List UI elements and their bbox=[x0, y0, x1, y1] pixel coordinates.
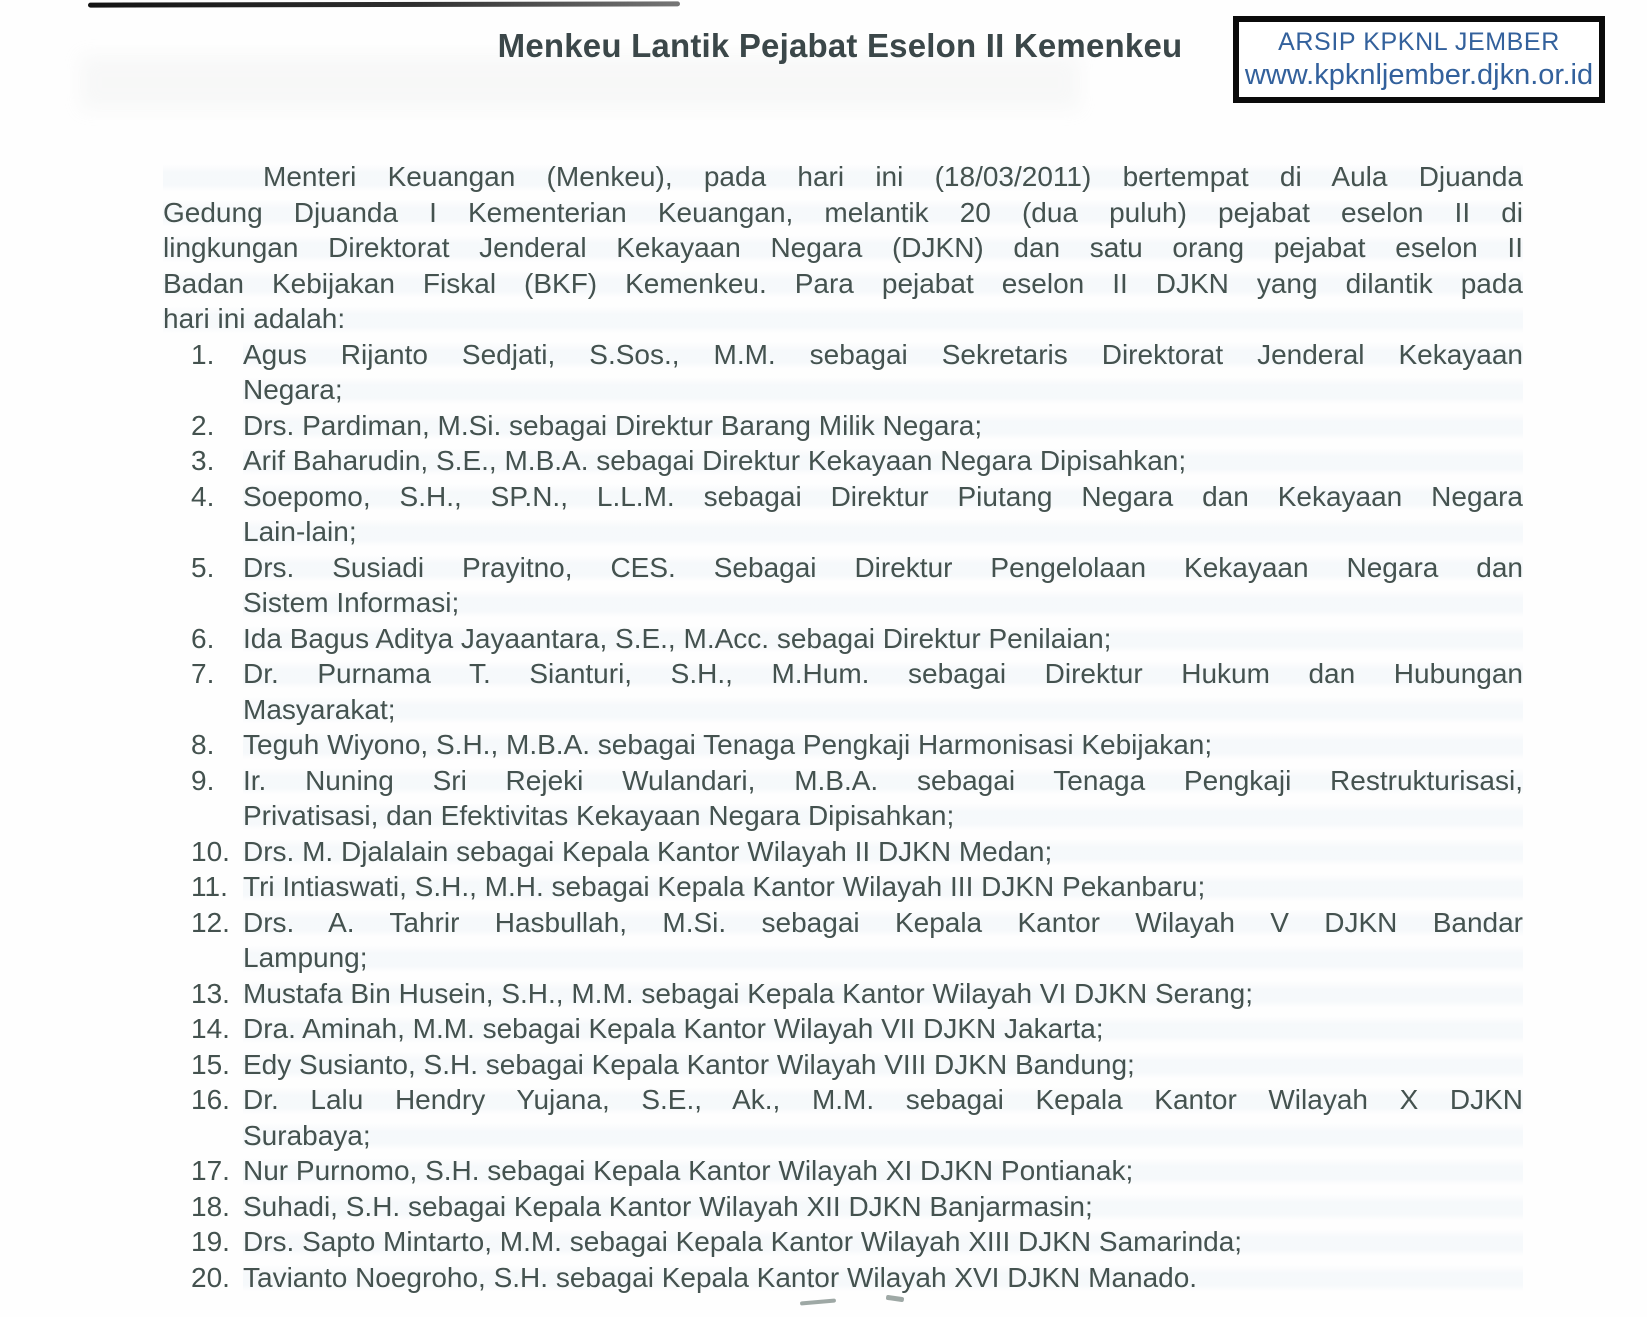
official-text-line: Teguh Wiyono, S.H., M.B.A. sebagai Tenaga Pengkaji Harmonisasi Kebijakan; bbox=[243, 727, 1523, 763]
official-text-line: Drs. Pardiman, M.Si. sebagai Direktur Barang Milik Negara; bbox=[243, 408, 1523, 444]
official-list-item bbox=[163, 1011, 1523, 1047]
official-text-line: Ir. Nuning Sri Rejeki Wulandari, M.B.A. sebagai Tenaga Pengkaji Restrukturisasi, bbox=[243, 763, 1523, 799]
official-text-line: Arif Baharudin, S.E., M.B.A. sebagai Direktur Kekayaan Negara Dipisahkan; bbox=[243, 443, 1523, 479]
item-number: 8. bbox=[191, 729, 215, 760]
official-list-item bbox=[163, 1224, 1523, 1260]
official-text-line: Nur Purnomo, S.H. sebagai Kepala Kantor Wilayah XI DJKN Pontianak; bbox=[243, 1153, 1523, 1189]
item-number: 14. bbox=[191, 1013, 230, 1044]
official-list-item bbox=[163, 869, 1523, 905]
official-list-item bbox=[163, 621, 1523, 657]
official-list-item bbox=[163, 1082, 1523, 1153]
item-number: 17. bbox=[191, 1155, 230, 1186]
official-list-item bbox=[163, 1189, 1523, 1225]
item-number: 9. bbox=[191, 764, 215, 796]
intro-line: Badan Kebijakan Fiskal (BKF) Kemenkeu. Para pejabat eselon II DJKN yang dilantik pada bbox=[163, 266, 1523, 302]
official-list-item bbox=[163, 1153, 1523, 1189]
officials-list bbox=[163, 337, 1523, 1296]
document-body bbox=[163, 159, 1523, 1295]
official-text-line: Drs. A. Tahrir Hasbullah, M.Si. sebagai Kepala Kantor Wilayah V DJKN Bandar bbox=[243, 905, 1523, 941]
official-text-line: Edy Susianto, S.H. sebagai Kepala Kantor Wilayah VIII DJKN Bandung; bbox=[243, 1047, 1523, 1083]
official-list-item bbox=[163, 337, 1523, 408]
official-text-line: Mustafa Bin Husein, S.H., M.M. sebagai Kepala Kantor Wilayah VI DJKN Serang; bbox=[243, 976, 1523, 1012]
official-list-item bbox=[163, 905, 1523, 976]
official-text-line: Suhadi, S.H. sebagai Kepala Kantor Wilayah XII DJKN Banjarmasin; bbox=[243, 1189, 1523, 1225]
item-number: 12. bbox=[191, 906, 230, 938]
official-list-item bbox=[163, 408, 1523, 444]
official-text-line: Negara; bbox=[243, 372, 1523, 408]
archive-stamp-box bbox=[1233, 16, 1605, 103]
item-number: 16. bbox=[191, 1084, 230, 1115]
item-number: 19. bbox=[191, 1226, 230, 1257]
official-text-line: Dra. Aminah, M.M. sebagai Kepala Kantor Wilayah VII DJKN Jakarta; bbox=[243, 1011, 1523, 1047]
official-list-item bbox=[163, 976, 1523, 1012]
item-number: 11. bbox=[191, 871, 228, 902]
item-number: 6. bbox=[191, 622, 215, 654]
item-number: 7. bbox=[191, 658, 215, 689]
item-number: 4. bbox=[191, 480, 215, 512]
official-list-item bbox=[163, 763, 1523, 834]
official-list-item bbox=[163, 550, 1523, 621]
official-list-item bbox=[163, 443, 1523, 479]
official-text-line: Masyarakat; bbox=[243, 692, 1523, 728]
item-number: 18. bbox=[191, 1190, 230, 1222]
official-list-item bbox=[163, 727, 1523, 763]
official-text-line: Drs. Susiadi Prayitno, CES. Sebagai Direktur Pengelolaan Kekayaan Negara dan bbox=[243, 550, 1523, 586]
official-list-item bbox=[163, 479, 1523, 550]
intro-line: Menteri Keuangan (Menkeu), pada hari ini (18/03/2011) bertempat di Aula Djuanda bbox=[163, 159, 1523, 195]
official-text-line: Agus Rijanto Sedjati, S.Sos., M.M. sebagai Sekretaris Direktorat Jenderal Kekayaan bbox=[243, 337, 1523, 373]
archive-stamp-name: ARSIP KPKNL JEMBER bbox=[1278, 28, 1560, 56]
item-number: 20. bbox=[191, 1261, 230, 1293]
official-text-line: Dr. Purnama T. Sianturi, S.H., M.Hum. sebagai Direktur Hukum dan Hubungan bbox=[243, 656, 1523, 692]
official-list-item bbox=[163, 834, 1523, 870]
official-list-item bbox=[163, 1260, 1523, 1296]
item-number: 10. bbox=[191, 835, 230, 867]
official-text-line: Surabaya; bbox=[243, 1118, 1523, 1154]
official-text-line: Drs. M. Djalalain sebagai Kepala Kantor Wilayah II DJKN Medan; bbox=[243, 834, 1523, 870]
intro-line: lingkungan Direktorat Jenderal Kekayaan Negara (DJKN) dan satu orang pejabat eselon II bbox=[163, 230, 1523, 266]
official-text-line: Privatisasi, dan Efektivitas Kekayaan Negara Dipisahkan; bbox=[243, 798, 1523, 834]
official-text-line: Ida Bagus Aditya Jayaantara, S.E., M.Acc. sebagai Direktur Penilaian; bbox=[243, 621, 1523, 657]
official-list-item bbox=[163, 656, 1523, 727]
official-text-line: Tri Intiaswati, S.H., M.H. sebagai Kepala Kantor Wilayah III DJKN Pekanbaru; bbox=[243, 869, 1523, 905]
intro-line: hari ini adalah: bbox=[163, 301, 1523, 337]
intro-paragraph bbox=[163, 159, 1523, 337]
scan-mark-dash bbox=[886, 1295, 905, 1302]
official-list-item bbox=[163, 1047, 1523, 1083]
official-text-line: Sistem Informasi; bbox=[243, 585, 1523, 621]
item-number: 1. bbox=[191, 338, 215, 370]
item-number: 13. bbox=[191, 977, 230, 1009]
official-text-line: Lampung; bbox=[243, 940, 1523, 976]
scan-mark-dash bbox=[800, 1298, 836, 1305]
official-text-line: Tavianto Noegroho, S.H. sebagai Kepala Kantor Wilayah XVI DJKN Manado. bbox=[243, 1260, 1523, 1296]
archive-stamp-url: www.kpknljember.djkn.or.id bbox=[1244, 59, 1594, 91]
item-number: 15. bbox=[191, 1048, 230, 1080]
official-text-line: Drs. Sapto Mintarto, M.M. sebagai Kepala Kantor Wilayah XIII DJKN Samarinda; bbox=[243, 1224, 1523, 1260]
scan-artifact-line bbox=[88, 1, 680, 7]
item-number: 5. bbox=[191, 551, 215, 583]
item-number: 2. bbox=[191, 409, 215, 441]
intro-line: Gedung Djuanda I Kementerian Keuangan, melantik 20 (dua puluh) pejabat eselon II di bbox=[163, 195, 1523, 231]
official-text-line: Soepomo, S.H., SP.N., L.L.M. sebagai Direktur Piutang Negara dan Kekayaan Negara bbox=[243, 479, 1523, 515]
official-text-line: Dr. Lalu Hendry Yujana, S.E., Ak., M.M. sebagai Kepala Kantor Wilayah X DJKN bbox=[243, 1082, 1523, 1118]
official-text-line: Lain-lain; bbox=[243, 514, 1523, 550]
document-title: Menkeu Lantik Pejabat Eselon II Kemenkeu bbox=[497, 27, 1183, 64]
item-number: 3. bbox=[191, 445, 215, 476]
